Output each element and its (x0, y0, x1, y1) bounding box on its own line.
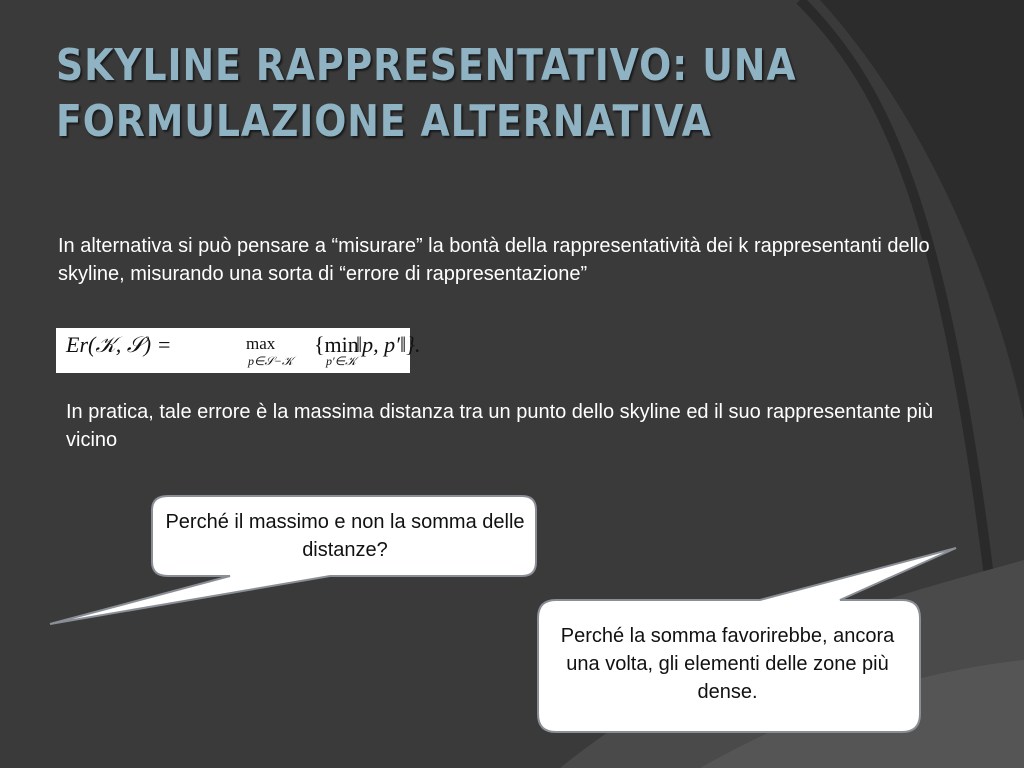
answer-bubble-text: Perché la somma favorirebbe, ancora una volta, gli elementi delle zone più dense. (560, 625, 895, 703)
formula-norm: ‖p, p′‖}. (356, 332, 421, 357)
question-bubble-text: Perché il massimo e non la somma delle distanze? (165, 511, 525, 561)
formula-max: max (246, 334, 276, 353)
formula-min: {min (314, 332, 359, 357)
intro-paragraph: In alternativa si può pensare a “misurare” la bontà della rappresentatività dei k rappresentanti dello skyline, misurando una sorta di “errore di rappresentazione” (58, 235, 930, 285)
slide-title: SKYLINE RAPPRESENTATIVO: UNA FORMULAZIONE ALTERNATIVA (56, 40, 797, 147)
formula-lhs: Er(𝒦, 𝒮) = (66, 332, 172, 357)
explanation-paragraph: In pratica, tale errore è la massima distanza tra un punto dello skyline ed il suo rappresentante più vicino (66, 401, 934, 451)
formula-max-subscript: p∈𝒮−𝒦 (248, 354, 293, 368)
formula-min-subscript: p′∈𝒦 (326, 354, 357, 368)
error-formula (56, 328, 421, 373)
